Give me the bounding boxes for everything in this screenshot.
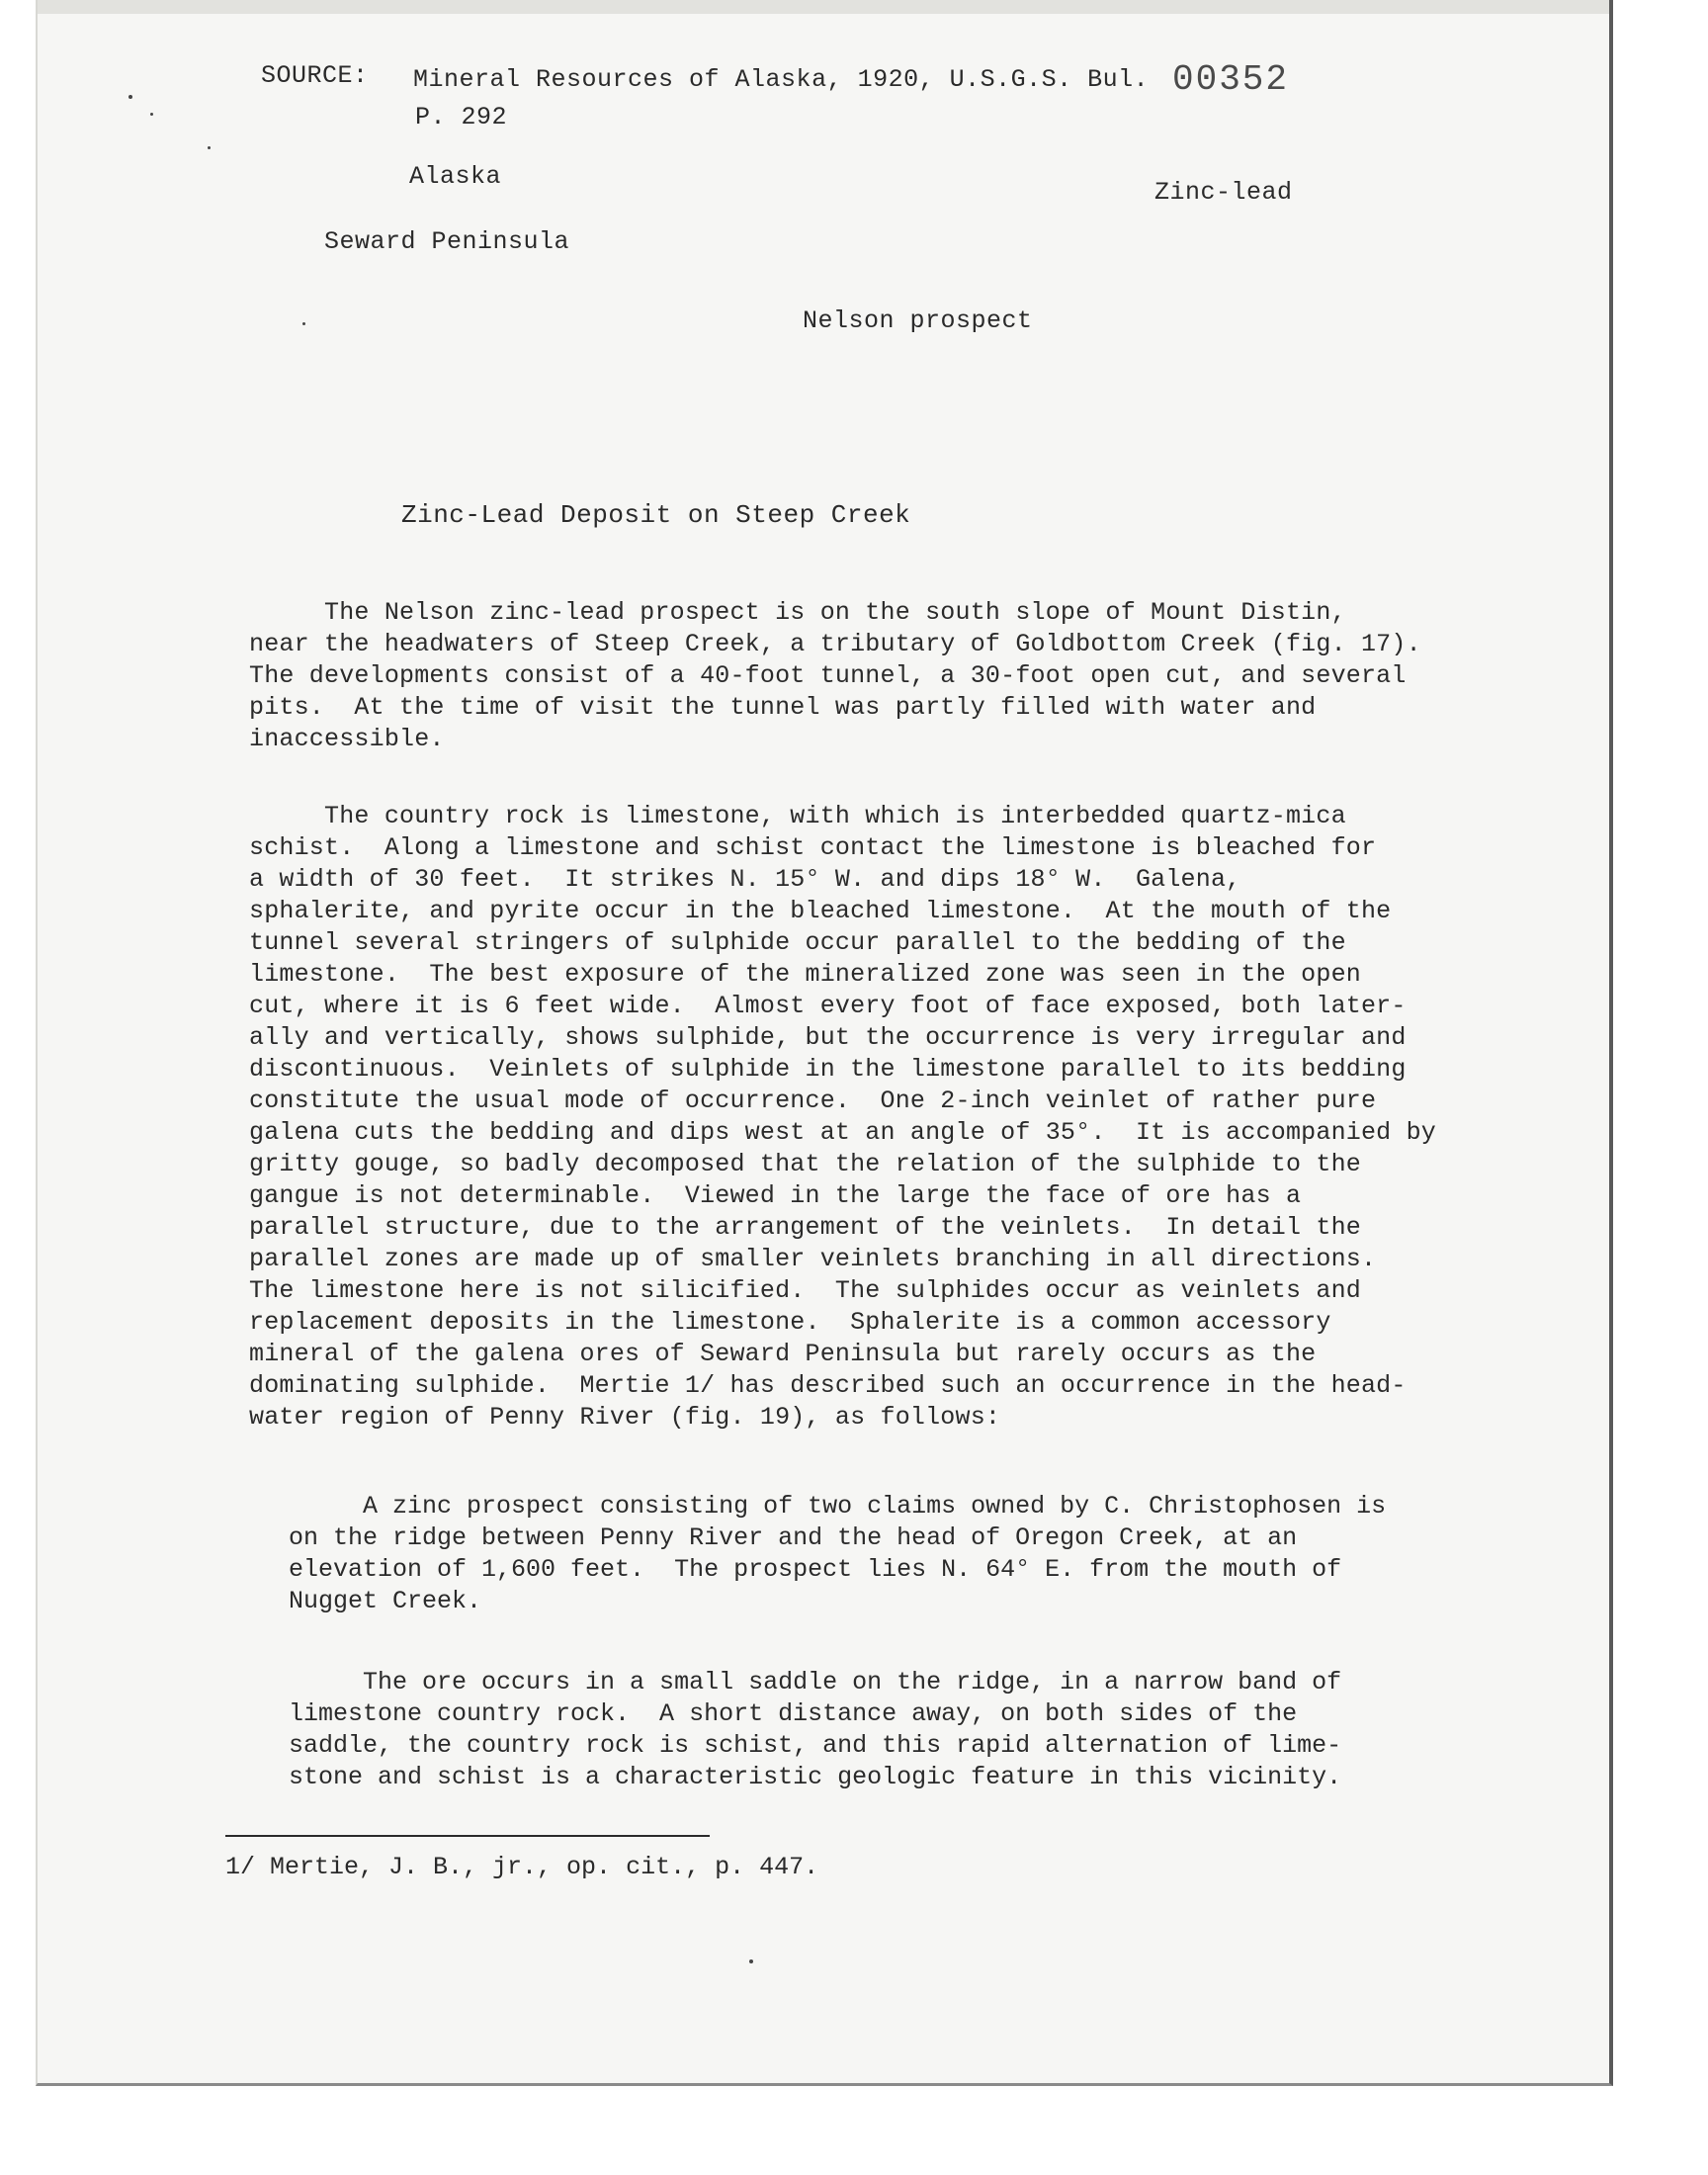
scan-speck — [208, 146, 211, 149]
footnote: 1/ Mertie, J. B., jr., op. cit., p. 447. — [225, 1853, 819, 1881]
text-line: limestone country rock. A short distance away, on both sides of the — [289, 1699, 1298, 1728]
text-line: cut, where it is 6 feet wide. Almost every foot of face exposed, both later- — [249, 992, 1407, 1020]
source-label: SOURCE: — [261, 61, 369, 90]
text-line: The ore occurs in a small saddle on the ridge, in a narrow band of — [289, 1668, 1342, 1696]
commodity-label: Zinc-lead — [1154, 178, 1293, 207]
text-line: replacement deposits in the limestone. Sphalerite is a common accessory — [249, 1308, 1331, 1337]
text-line: discontinuous. Veinlets of sulphide in the limestone parallel to its bedding — [249, 1055, 1407, 1084]
text-line: Nugget Creek. — [289, 1587, 482, 1615]
text-line: The Nelson zinc-lead prospect is on the south slope of Mount Distin, — [249, 598, 1346, 627]
document-number: 00352 — [1172, 59, 1290, 100]
text-line: elevation of 1,600 feet. The prospect lies N. 64° E. from the mouth of — [289, 1555, 1342, 1584]
text-line: dominating sulphide. Mertie 1/ has described such an occurrence in the head- — [249, 1371, 1407, 1400]
text-line: stone and schist is a characteristic geologic feature in this vicinity. — [289, 1763, 1342, 1791]
text-line: The country rock is limestone, with which is interbedded quartz-mica — [249, 802, 1346, 830]
scan-speck — [150, 113, 153, 116]
paragraph-1 — [249, 597, 1421, 755]
source-page: P. 292 — [415, 103, 508, 131]
text-line: pits. At the time of visit the tunnel was partly filled with water and — [249, 693, 1317, 722]
text-line: sphalerite, and pyrite occur in the bleached limestone. At the mouth of the — [249, 897, 1392, 925]
quote-paragraph-1 — [289, 1491, 1386, 1617]
text-line: A zinc prospect consisting of two claims owned by C. Christophosen is — [289, 1492, 1387, 1521]
text-line: gangue is not determinable. Viewed in the large the face of ore has a — [249, 1181, 1302, 1210]
text-line: tunnel several stringers of sulphide occur parallel to the bedding of the — [249, 928, 1346, 957]
text-line: The developments consist of a 40-foot tunnel, a 30-foot open cut, and several — [249, 661, 1407, 690]
text-line: constitute the usual mode of occurrence. One 2-inch veinlet of rather pure — [249, 1087, 1377, 1115]
text-line: parallel zones are made up of smaller veinlets branching in all directions. — [249, 1245, 1377, 1273]
text-line: a width of 30 feet. It strikes N. 15° W. and dips 18° W. Galena, — [249, 865, 1241, 894]
quote-paragraph-2 — [289, 1667, 1341, 1793]
scan-top-edge — [38, 0, 1609, 14]
text-line: gritty gouge, so badly decomposed that the relation of the sulphide to the — [249, 1150, 1361, 1178]
text-line: ally and vertically, shows sulphide, but the occurrence is very irregular and — [249, 1023, 1407, 1052]
text-line: limestone. The best exposure of the mineralized zone was seen in the open — [249, 960, 1361, 989]
document-page — [36, 0, 1613, 2086]
source-citation: Mineral Resources of Alaska, 1920, U.S.G.S. Bul. — [413, 65, 1150, 94]
scan-speck — [749, 1959, 753, 1963]
prospect-name: Nelson prospect — [803, 306, 1033, 335]
scan-speck — [302, 322, 305, 325]
text-line: inaccessible. — [249, 725, 445, 753]
section-title: Zinc-Lead Deposit on Steep Creek — [401, 500, 911, 530]
text-line: on the ridge between Penny River and the head of Oregon Creek, at an — [289, 1523, 1298, 1552]
text-line: galena cuts the bedding and dips west at an angle of 35°. It is accompanied by — [249, 1118, 1436, 1147]
text-line: parallel structure, due to the arrangement of the veinlets. In detail the — [249, 1213, 1361, 1242]
district-label: Seward Peninsula — [324, 227, 570, 256]
scan-speck — [128, 95, 132, 99]
text-line: near the headwaters of Steep Creek, a tributary of Goldbottom Creek (fig. 17). — [249, 630, 1421, 658]
text-line: schist. Along a limestone and schist contact the limestone is bleached for — [249, 833, 1377, 862]
region-label: Alaska — [409, 162, 502, 191]
paragraph-2 — [249, 801, 1436, 1434]
text-line: saddle, the country rock is schist, and this rapid alternation of lime- — [289, 1731, 1342, 1760]
footnote-divider — [225, 1835, 710, 1837]
text-line: water region of Penny River (fig. 19), as follows: — [249, 1403, 1001, 1432]
text-line: mineral of the galena ores of Seward Peninsula but rarely occurs as the — [249, 1340, 1317, 1368]
text-line: The limestone here is not silicified. The sulphides occur as veinlets and — [249, 1276, 1361, 1305]
